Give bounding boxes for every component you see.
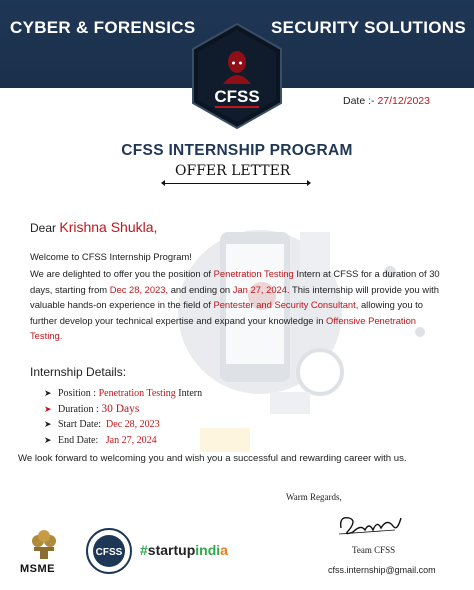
body-start-date: Dec 28, 2023, [109, 283, 169, 295]
body-text-2: Intern at CFSS for a duration of 30 days, starting from [30, 268, 440, 295]
date-label: Date :- [343, 95, 375, 107]
start-value: Dec 28, 2023 [106, 419, 160, 430]
arrow-icon: ➤ [44, 419, 52, 429]
body-text-3: and ending on [170, 283, 231, 295]
body-text-1: We are delighted to offer you the position of [30, 268, 212, 279]
start-label: Start Date: [58, 419, 102, 430]
heading-underline [165, 183, 307, 184]
startup-hash: # [140, 542, 148, 558]
arrow-icon: ➤ [44, 434, 52, 445]
position-value: Penetration Testing [98, 388, 176, 399]
offer-paragraph [30, 266, 440, 344]
detail-position [44, 386, 202, 402]
msme-logo: MSME [20, 563, 55, 575]
internship-details-list [44, 386, 202, 448]
duration-value: 30 Days [101, 402, 140, 415]
startup-india-logo [140, 542, 228, 558]
cfss-badge-logo [86, 528, 132, 574]
startup-word: startup [147, 542, 196, 558]
end-label: End Date: [58, 434, 99, 446]
program-title: CFSS INTERNSHIP PROGRAM [121, 142, 353, 159]
greeting-prefix: Dear [30, 221, 57, 235]
body-position: Penetration Testing [213, 268, 294, 279]
greeting [30, 219, 157, 235]
body-text-5: allowing you to further develop your technical expertise and expand your knowledge in [30, 299, 423, 326]
logo-text: CFSS [214, 87, 260, 106]
position-suffix: Intern [178, 388, 203, 399]
body-end-date: Jan 27, 2024. [232, 283, 290, 295]
header-left-text: CYBER & FORENSICS [10, 18, 196, 37]
details-title: Internship Details: [30, 365, 127, 379]
signature [335, 510, 405, 540]
badge-text: CFSS [95, 547, 123, 558]
date-value: 27/12/2023 [377, 95, 430, 107]
cfss-logo [190, 22, 284, 130]
india-word-end: a [220, 542, 228, 558]
india-word: indi [195, 542, 221, 558]
body-text-4: This internship will provide you with valuable hands-on experience in the field of [30, 283, 439, 310]
detail-duration [44, 402, 202, 418]
detail-end [44, 433, 202, 449]
arrow-icon: ➤ [44, 388, 52, 398]
closing-line: We look forward to welcoming you and wish you a successful and rewarding career with us. [18, 453, 407, 464]
end-value: Jan 27, 2024 [105, 434, 157, 446]
team-name: Team CFSS [352, 545, 396, 555]
duration-label: Duration : [58, 403, 99, 415]
position-label: Position : [58, 388, 97, 399]
detail-start [44, 417, 202, 433]
warm-regards: Warm Regards, [286, 492, 342, 502]
footer-logos [20, 525, 250, 585]
header-right-text: SECURITY SOLUTIONS [271, 18, 466, 37]
contact-email[interactable]: cfss.internship@gmail.com [328, 565, 436, 575]
national-emblem-icon [24, 525, 64, 566]
welcome-line: Welcome to CFSS Internship Program! [30, 251, 192, 262]
recipient-name: Krishna Shukla, [59, 219, 158, 235]
offer-letter-heading: OFFER LETTER [175, 163, 291, 179]
letter-date [343, 95, 430, 107]
body-field: Pentester and Security Consultant, [213, 299, 359, 310]
arrow-icon: ➤ [44, 403, 52, 414]
body-knowledge: Offensive Penetration Testing. [30, 314, 417, 341]
